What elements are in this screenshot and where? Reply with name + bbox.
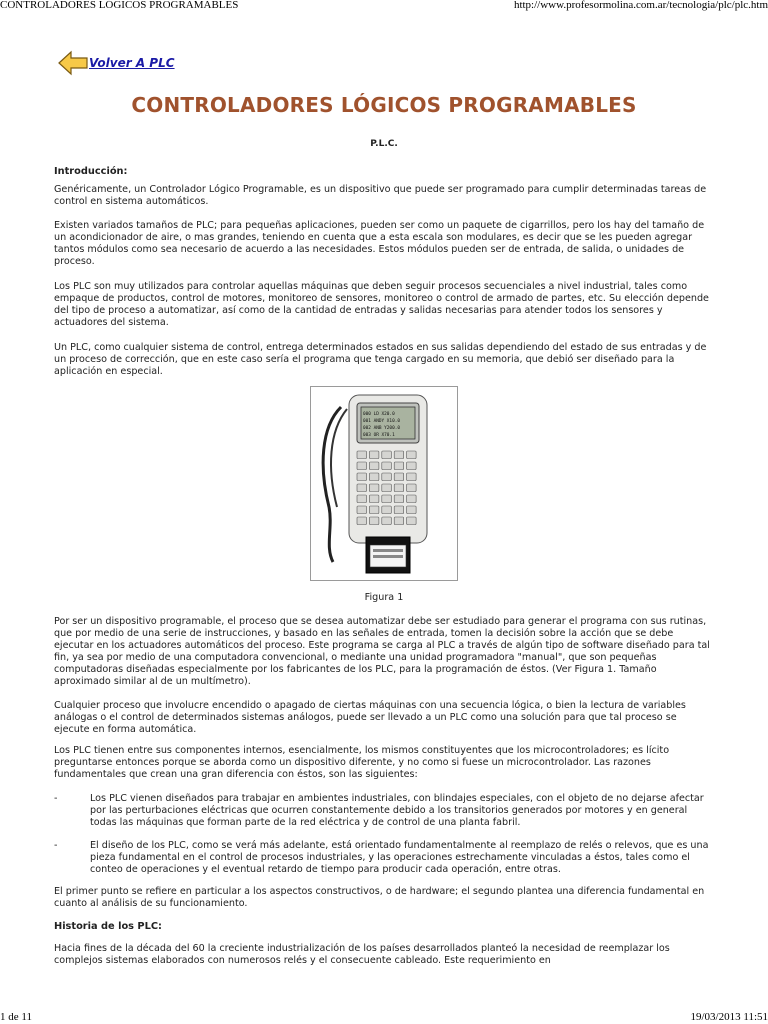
paragraph-3-text: Los PLC son muy utilizados para controlar aquellas máquinas que deben seguir procesos secuenciales a nivel industrial, tales como empaque de productos, control de motores, monitoreo de sensores, monitoreo o control de armado de partes, etc. Su elección depende del tipo de proceso a automatizar, así como de la cantidad de entradas y salidas necesarias para atender todos los sensores y actuadores del sistema. xyxy=(54,281,709,328)
keypad-key xyxy=(382,473,392,481)
keypad-key xyxy=(382,484,392,492)
keypad-key xyxy=(382,462,392,470)
keypad-key xyxy=(394,462,404,470)
intro-heading-text: Introducción: xyxy=(54,166,128,177)
keypad-key xyxy=(357,484,367,492)
paragraph-3 xyxy=(54,281,714,329)
keypad-key xyxy=(369,484,379,492)
keypad-key xyxy=(382,506,392,514)
keypad-key xyxy=(394,517,404,525)
keypad-key xyxy=(369,495,379,503)
paragraph-7-text: Los PLC tienen entre sus componentes internos, esencialmente, los mismos constituyentes que los microcontroladores; es lícito preguntarse entonces porque se aborda como un dispositivo diferente, y no como si fuese un microcontrolador. Las razones fundamentales que crean una gran diferencia con éstos, son las siguientes: xyxy=(54,745,670,780)
paragraph-10 xyxy=(54,886,714,910)
print-header xyxy=(0,0,768,14)
back-link-label[interactable]: Volver A PLC xyxy=(89,56,175,70)
keypad-key xyxy=(394,495,404,503)
print-footer xyxy=(0,1010,768,1024)
keypad-key xyxy=(357,506,367,514)
paragraph-6 xyxy=(54,700,714,736)
figure-screen-line-2: 001 ANDY X10.0 xyxy=(363,419,401,424)
print-footer-page: 1 de 11 xyxy=(0,1011,32,1023)
keypad-key xyxy=(369,473,379,481)
keypad-key xyxy=(407,484,417,492)
left-arrow-icon xyxy=(57,50,89,76)
list-item-2 xyxy=(54,840,714,876)
page-subtitle: P.L.C. xyxy=(370,139,398,149)
paragraph-7 xyxy=(54,745,714,781)
keypad-key xyxy=(357,473,367,481)
keypad-key xyxy=(357,495,367,503)
keypad-key xyxy=(394,506,404,514)
figure-1-image xyxy=(310,386,458,581)
keypad-key xyxy=(369,506,379,514)
figure-screen-line-1: 000 LD X20.0 xyxy=(363,412,395,417)
paragraph-4-text: Un PLC, como cualquier sistema de control, entrega determinados estados en sus salidas dependiendo del estado de sus entradas y de un proceso de corrección, que en este caso sería el programa que tenga cargado en su memoria, que debió ser diseñado para la aplicación en especial. xyxy=(54,342,707,377)
figure-screen-line-4: 003 OR X70.1 xyxy=(363,433,395,438)
keypad-key xyxy=(407,517,417,525)
keypad-key xyxy=(407,451,417,459)
intro-heading xyxy=(54,166,714,178)
keypad-key xyxy=(369,517,379,525)
keypad-key xyxy=(357,517,367,525)
list-item-2-dash: - xyxy=(54,840,58,851)
history-heading xyxy=(54,921,714,933)
keypad-key xyxy=(394,484,404,492)
keypad-key xyxy=(382,451,392,459)
paragraph-1 xyxy=(54,184,714,208)
paragraph-1-text: Genéricamente, un Controlador Lógico Programable, es un dispositivo que puede ser programado para cumplir determinadas tareas de control en sistema automáticos. xyxy=(54,184,707,207)
figure-screen-line-3: 002 ANB Y200.0 xyxy=(363,426,401,431)
paragraph-4 xyxy=(54,342,714,378)
keypad-key xyxy=(394,473,404,481)
keypad-key xyxy=(407,462,417,470)
paragraph-11 xyxy=(54,943,714,975)
paragraph-10-text: El primer punto se refiere en particular a los aspectos constructivos, o de hardware; el segundo plantea una diferencia fundamental en cuanto al análisis de su funcionamiento. xyxy=(54,886,705,909)
back-link[interactable] xyxy=(57,50,175,76)
keypad-key xyxy=(357,462,367,470)
keypad-key xyxy=(369,451,379,459)
figure-caption: Figura 1 xyxy=(364,592,404,603)
keypad-key xyxy=(407,495,417,503)
list-item-1-text: Los PLC vienen diseñados para trabajar en ambientes industriales, con blindajes especiales, con el objeto de no dejarse afectar por las perturbaciones eléctricas que ocurren constantemente debido a los transitorios generados por motores y en general todas las máquinas que forman parte de la red eléctrica y de control de una planta fabril. xyxy=(90,793,704,828)
list-item-1 xyxy=(54,793,714,829)
list-item-1-dash: - xyxy=(54,793,58,804)
paragraph-2-text: Existen variados tamaños de PLC; para pequeñas aplicaciones, pueden ser como un paquete de cigarrillos, pero los hay del tamaño de un acondicionador de aire, o mas grandes, teniendo en cuenta que a esta escala son modulares, es decir que se les pueden agregar tantos módulos como sea necesario de acuerdo a las necesidades. Estos módulos pueden ser de entrada, de salida, o unidades de proceso. xyxy=(54,220,705,267)
keypad-key xyxy=(382,517,392,525)
paragraph-5-text: Por ser un dispositivo programable, el proceso que se desea automatizar debe ser estudiado para generar el programa con sus rutinas, que por medio de una serie de instrucciones, y basado en las señales de entrada, tomen la decisión sobre la acción que se debe ejecutar en los actuadores automáticos del proceso. Este programa se carga al PLC a través de algún tipo de software diseñado para tal fin, ya sea por medio de una computadora convencional, o mediante una unidad programadora "manual", que son pequeñas computadoras diseñadas especialmente por los fabricantes de los PLC, para la programación de éstos. (Ver Figura 1. Tamaño aproximado similar al de un multímetro). xyxy=(54,616,710,687)
list-item-2-text: El diseño de los PLC, como se verá más adelante, está orientado fundamentalmente al reemplazo de relés o relevos, que es una pieza fundamental en el control de procesos industriales, y las operaciones estrechamente vinculadas a éstos, tales como el conteo de operaciones y el eventual retardo de tiempo para producir cada operación, entre otras. xyxy=(90,840,709,875)
print-footer-datetime: 19/03/2013 11:51 xyxy=(690,1011,768,1023)
keypad-key xyxy=(382,495,392,503)
paragraph-6-text: Cualquier proceso que involucre encendido o apagado de ciertas máquinas con una secuencia lógica, o bien la lectura de variables análogas o el control de determinados sistemas análogos, puede ser llevado a un PLC como una solución para que tal proceso se ejecute en forma automática. xyxy=(54,700,686,735)
print-header-url[interactable]: http://www.profesormolina.com.ar/tecnologia/plc/plc.htm xyxy=(513,0,768,11)
print-header-title: CONTROLADORES LÓGICOS PROGRAMABLES xyxy=(0,0,239,11)
plc-programmer-illustration xyxy=(311,387,457,580)
keypad-key xyxy=(407,506,417,514)
keypad-key xyxy=(357,451,367,459)
page-title: CONTROLADORES LÓGICOS PROGRAMABLES xyxy=(131,93,637,117)
keypad-key xyxy=(394,451,404,459)
paragraph-5 xyxy=(54,616,714,687)
keypad-key xyxy=(369,462,379,470)
paragraph-11-text: Hacia fines de la década del 60 la creciente industrialización de los países desarrollados planteó la necesidad de reemplazar los complejos sistemas elaborados con numerosos relés y el consecuente cableado. Este requerimiento en xyxy=(54,943,670,966)
paragraph-2 xyxy=(54,220,714,268)
keypad-key xyxy=(407,473,417,481)
history-heading-text: Historia de los PLC: xyxy=(54,921,162,932)
